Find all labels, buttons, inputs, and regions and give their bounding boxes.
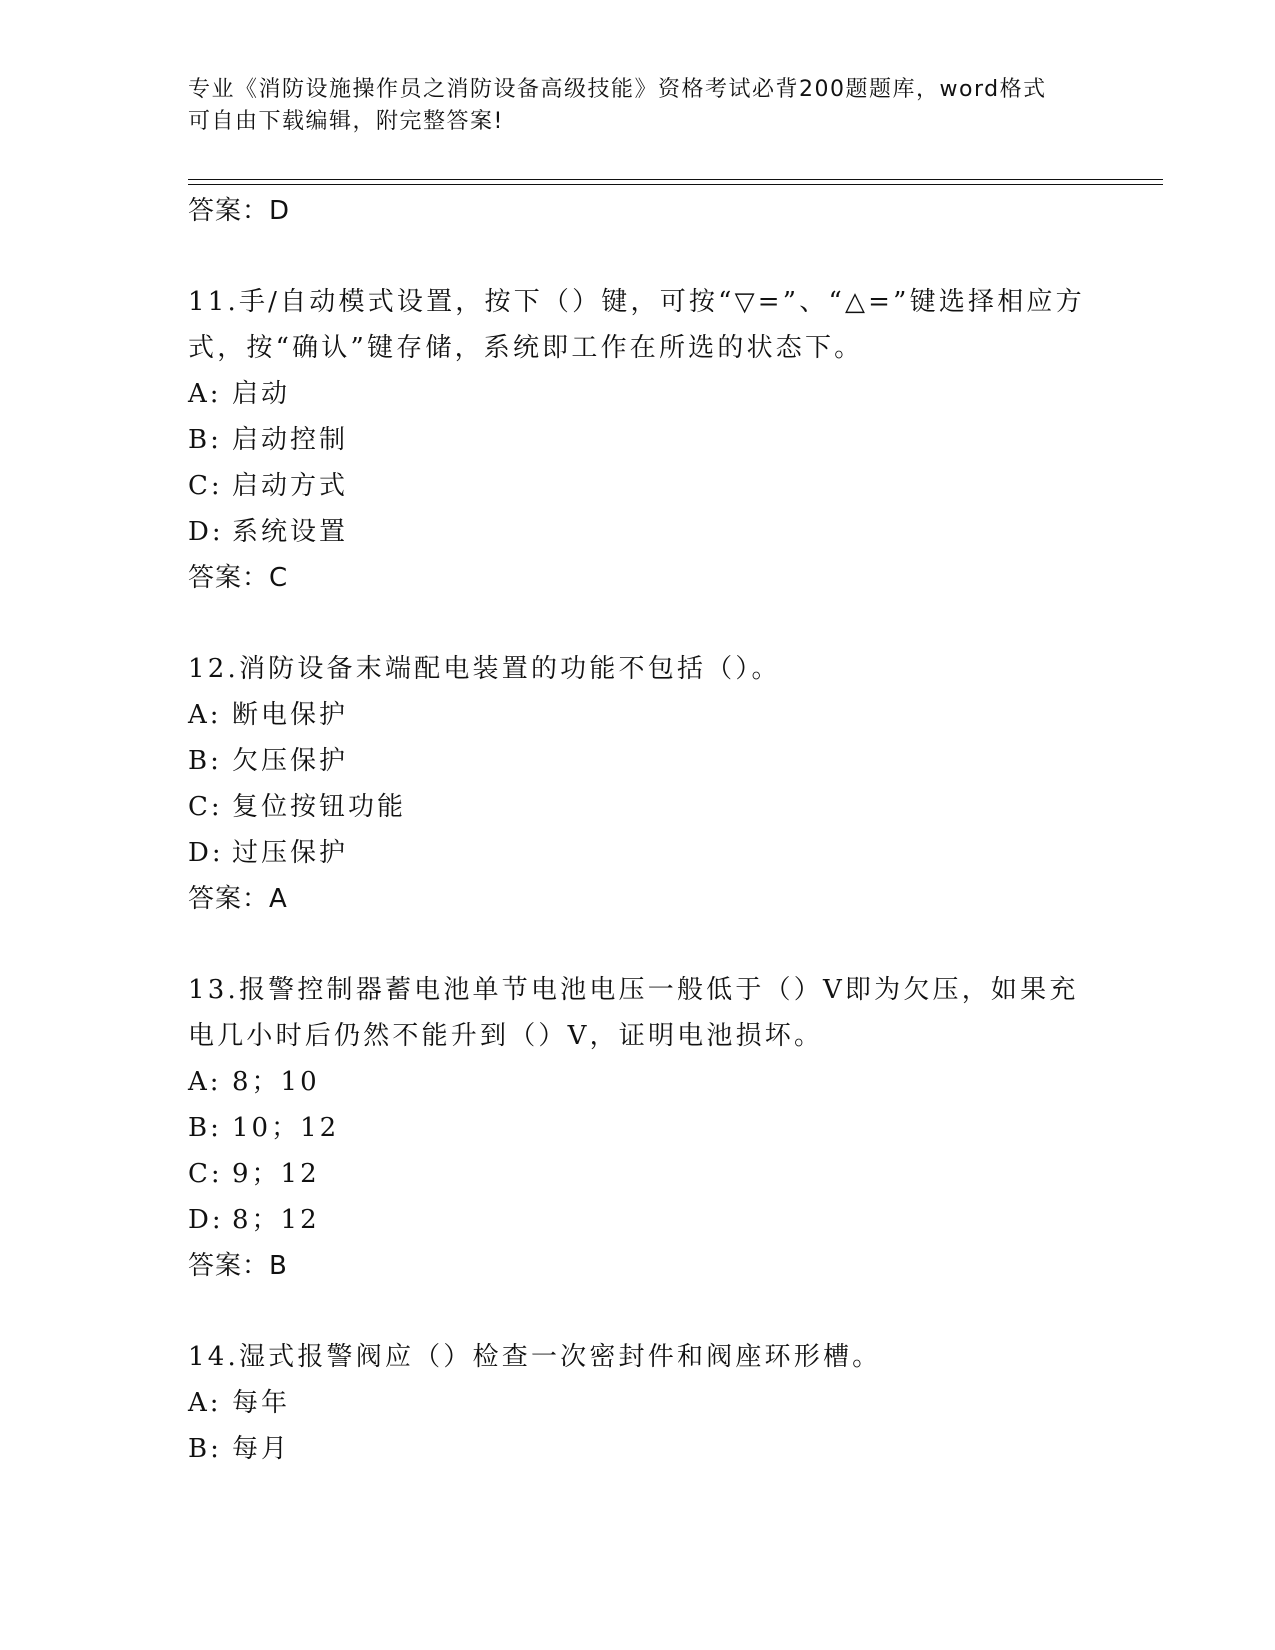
option-letter: A: (188, 1388, 222, 1418)
previous-answer: 答案：D (188, 196, 291, 226)
question-text: 14.湿式报警阀应（）检查一次密封件和阀座环形槽。 (188, 1342, 882, 1372)
option-letter: B: (188, 425, 222, 455)
option-text: 过压保护 (232, 838, 349, 868)
option-text: 10；12 (232, 1113, 340, 1143)
option-letter: C: (188, 1159, 223, 1189)
option-a (188, 371, 1088, 417)
answer-line: 答案：C (188, 563, 289, 593)
option-d (188, 830, 1088, 876)
option-b (188, 417, 1088, 463)
option-letter: C: (188, 471, 223, 501)
option-letter: D: (188, 517, 224, 547)
option-letter: D: (188, 838, 224, 868)
document-header: 专业《消防设施操作员之消防设备高级技能》资格考试必背200题题库，word格式可自由下载编辑，附完整答案! (188, 77, 1047, 134)
option-text: 8；12 (232, 1205, 320, 1235)
option-letter: D: (188, 1205, 224, 1235)
header-rule-top (188, 179, 1163, 180)
option-b (188, 1105, 1088, 1151)
option-text: 复位按钮功能 (232, 792, 407, 822)
option-text: 系统设置 (232, 517, 349, 547)
option-a (188, 1380, 1088, 1426)
question-list (188, 188, 1088, 1472)
option-c (188, 463, 1088, 509)
option-a (188, 1059, 1088, 1105)
option-letter: A: (188, 379, 222, 409)
option-c (188, 784, 1088, 830)
option-text: 启动方式 (232, 471, 349, 501)
option-b (188, 1426, 1088, 1472)
header-rule-bottom (188, 184, 1163, 185)
option-text: 每月 (232, 1434, 291, 1464)
option-letter: C: (188, 792, 223, 822)
option-text: 欠压保护 (232, 746, 349, 776)
option-text: 9；12 (232, 1159, 320, 1189)
option-text: 8；10 (232, 1067, 320, 1097)
option-d (188, 509, 1088, 555)
option-text: 启动控制 (232, 425, 349, 455)
option-text: 每年 (232, 1388, 291, 1418)
option-text: 断电保护 (232, 700, 349, 730)
option-letter: A: (188, 1067, 222, 1097)
answer-line: 答案：B (188, 1251, 288, 1281)
question-14 (188, 1334, 1088, 1472)
option-letter: B: (188, 746, 222, 776)
option-letter: B: (188, 1113, 222, 1143)
question-12 (188, 646, 1088, 922)
option-text: 启动 (232, 379, 291, 409)
question-text: 13.报警控制器蓄电池单节电池电压一般低于（）V即为欠压，如果充电几小时后仍然不能升到（）V，证明电池损坏。 (188, 975, 1079, 1051)
answer-line: 答案：A (188, 884, 288, 914)
option-letter: B: (188, 1434, 222, 1464)
question-13 (188, 967, 1088, 1289)
question-text: 11.手/自动模式设置，按下（）键，可按“▽=”、“△=”键选择相应方式，按“确认”键存储，系统即工作在所选的状态下。 (188, 287, 1085, 363)
option-b (188, 738, 1088, 784)
question-text: 12.消防设备末端配电装置的功能不包括（）。 (188, 654, 781, 684)
option-d (188, 1197, 1088, 1243)
question-11 (188, 279, 1088, 601)
option-letter: A: (188, 700, 222, 730)
option-c (188, 1151, 1088, 1197)
option-a (188, 692, 1088, 738)
